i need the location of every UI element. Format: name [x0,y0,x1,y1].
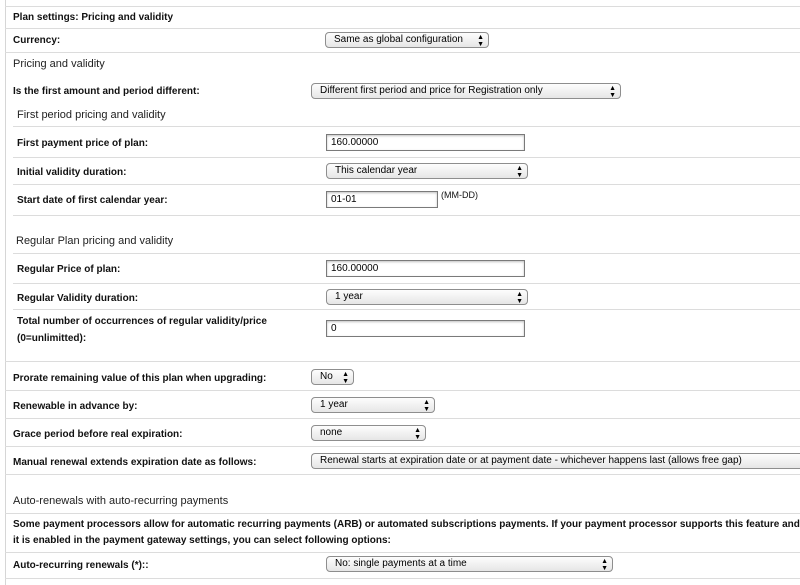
prorate-label: Prorate remaining value of this plan when upgrading: [13,373,267,384]
updown-arrows-icon: ▲ ▼ [516,291,523,305]
row-divider [5,390,800,391]
regular-price-input[interactable] [326,260,525,277]
start-date-label: Start date of first calendar year: [17,195,168,206]
occurrences-label-line1: Total number of occurrences of regular validity/price [17,316,267,327]
updown-arrows-icon: ▲ ▼ [601,558,608,572]
updown-arrows-icon: ▲ ▼ [423,399,430,413]
first-amount-label: Is the first amount and period different: [13,86,200,97]
row-divider [5,418,800,419]
regular-section-title: Regular Plan pricing and validity [16,235,174,247]
row-divider [13,157,800,158]
currency-select[interactable] [325,32,489,48]
row-divider [13,126,800,127]
regular-validity-select[interactable] [326,289,528,305]
manual-renewal-select[interactable] [311,453,800,469]
auto-recurring-value: No: single payments at a time [335,558,467,569]
row-divider [5,28,800,29]
manual-renewal-value: Renewal starts at expiration date or at payment date - whichever happens last (allows free gap) [320,455,742,466]
row-divider [5,52,800,53]
auto-recurring-select[interactable] [326,556,613,572]
row-divider [13,309,800,310]
updown-arrows-icon: ▲ ▼ [477,34,484,48]
row-divider [13,253,800,254]
updown-arrows-icon: ▲ ▼ [516,165,523,179]
top-divider [5,6,800,7]
updown-arrows-icon: ▲ ▼ [609,85,616,99]
initial-validity-select[interactable] [326,163,528,179]
prorate-select[interactable] [311,369,354,385]
row-divider [13,184,800,185]
regular-validity-value: 1 year [335,291,363,302]
auto-section-title: Auto-renewals with auto-recurring payments [13,495,229,507]
manual-renewal-label: Manual renewal extends expiration date as follows: [13,457,257,468]
renewable-select[interactable] [311,397,435,413]
grace-label: Grace period before real expiration: [13,429,183,440]
renewable-label: Renewable in advance by: [13,401,138,412]
currency-label: Currency: [13,35,61,46]
first-amount-select[interactable] [311,83,621,99]
updown-arrows-icon: ▲ ▼ [342,371,349,385]
prorate-value: No [320,371,333,382]
page-title: Plan settings: Pricing and validity [13,12,174,23]
row-divider [5,446,800,447]
row-divider [13,215,800,216]
occurrences-label-line2: (0=unlimitted): [17,333,87,344]
initial-validity-value: This calendar year [335,165,418,176]
row-divider [5,474,800,475]
auto-recurring-label: Auto-recurring renewals (*):: [13,560,149,571]
first-price-input[interactable] [326,134,525,151]
initial-validity-label: Initial validity duration: [17,167,127,178]
grace-select[interactable] [311,425,426,441]
row-divider [13,283,800,284]
row-divider [5,513,800,514]
auto-recurring-note: Some payment processors allow for automatic recurring payments (ARB) or automated subscriptions payments. If your payment processor supports this feature and it is enabled in the payment gateway settings, you can select following options: [13,519,800,546]
occurrences-input[interactable] [326,320,525,337]
row-divider [5,361,800,362]
first-price-label: First payment price of plan: [17,138,149,149]
pricing-section-title: Pricing and validity [13,58,105,70]
first-period-section-title: First period pricing and validity [17,109,166,121]
row-divider [5,578,800,579]
row-divider [5,552,800,553]
left-border [5,0,6,585]
renewable-value: 1 year [320,399,348,410]
updown-arrows-icon: ▲ ▼ [414,427,421,441]
grace-value: none [320,427,343,438]
regular-validity-label: Regular Validity duration: [17,293,139,304]
start-date-input[interactable] [326,191,438,208]
regular-price-label: Regular Price of plan: [17,264,121,275]
currency-value: Same as global configuration [334,34,463,45]
first-amount-value: Different first period and price for Registration only [320,85,543,96]
date-format-hint: (MM-DD) [441,190,478,200]
